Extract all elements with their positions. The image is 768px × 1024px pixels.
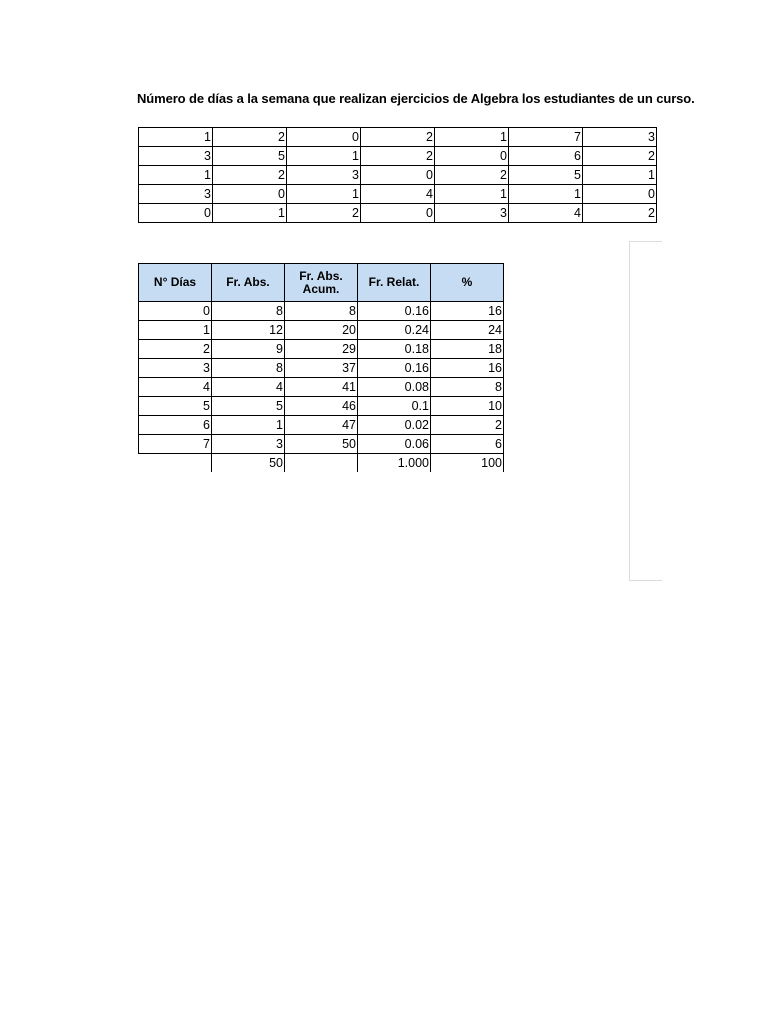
total-cell: 1.000 [358,454,431,473]
table-row [139,340,504,359]
raw-data-cell: 0 [213,185,287,204]
raw-data-cell: 2 [287,204,361,223]
table-cell: 8 [431,378,504,397]
raw-data-row [139,147,657,166]
raw-data-cell: 3 [139,147,213,166]
side-panel [629,241,662,581]
raw-data-cell: 0 [287,128,361,147]
raw-data-cell: 1 [213,204,287,223]
table-cell: 7 [139,435,212,454]
table-cell: 4 [212,378,285,397]
raw-data-cell: 4 [509,204,583,223]
table-cell: 5 [139,397,212,416]
table-row [139,321,504,340]
raw-data-cell: 0 [361,166,435,185]
column-header: % [431,264,504,302]
table-cell: 16 [431,359,504,378]
table-cell: 16 [431,302,504,321]
raw-data-cell: 2 [361,147,435,166]
table-row [139,397,504,416]
total-cell: 50 [212,454,285,473]
raw-data-cell: 0 [361,204,435,223]
table-cell: 6 [139,416,212,435]
raw-data-row [139,185,657,204]
frequency-table [138,263,504,472]
raw-data-cell: 1 [583,166,657,185]
table-cell: 0.06 [358,435,431,454]
table-cell: 1 [139,321,212,340]
table-cell: 46 [285,397,358,416]
table-cell: 2 [431,416,504,435]
raw-data-cell: 1 [435,128,509,147]
table-cell: 0.18 [358,340,431,359]
page-title: Número de días a la semana que realizan ejercicios de Algebra los estudiantes de un curso. [137,91,695,106]
table-cell: 8 [285,302,358,321]
raw-data-cell: 4 [361,185,435,204]
raw-data-cell: 1 [509,185,583,204]
raw-data-table [138,127,657,223]
raw-data-cell: 0 [139,204,213,223]
frequency-table-header-row [139,264,504,302]
raw-data-cell: 3 [435,204,509,223]
table-cell: 8 [212,302,285,321]
table-cell: 24 [431,321,504,340]
raw-data-cell: 2 [435,166,509,185]
table-cell: 6 [431,435,504,454]
table-cell: 5 [212,397,285,416]
table-cell: 0.16 [358,359,431,378]
table-row [139,302,504,321]
raw-data-cell: 1 [139,128,213,147]
raw-data-cell: 1 [287,147,361,166]
table-cell: 18 [431,340,504,359]
table-cell: 2 [139,340,212,359]
table-cell: 0.16 [358,302,431,321]
column-header: Fr. Abs. Acum. [285,264,358,302]
table-cell: 9 [212,340,285,359]
column-header: Fr. Relat. [358,264,431,302]
column-header: Fr. Abs. [212,264,285,302]
total-cell: 100 [431,454,504,473]
raw-data-cell: 2 [361,128,435,147]
table-cell: 0.1 [358,397,431,416]
table-cell: 0 [139,302,212,321]
table-cell: 10 [431,397,504,416]
raw-data-cell: 1 [139,166,213,185]
raw-data-row [139,128,657,147]
column-header: N° Días [139,264,212,302]
raw-data-row [139,166,657,185]
table-cell: 47 [285,416,358,435]
totals-row [139,454,504,473]
raw-data-cell: 0 [435,147,509,166]
table-cell: 41 [285,378,358,397]
raw-data-cell: 6 [509,147,583,166]
table-cell: 50 [285,435,358,454]
raw-data-cell: 3 [139,185,213,204]
table-cell: 1 [212,416,285,435]
table-cell: 0.08 [358,378,431,397]
raw-data-cell: 1 [435,185,509,204]
table-row [139,378,504,397]
table-cell: 29 [285,340,358,359]
raw-data-cell: 7 [509,128,583,147]
raw-data-cell: 5 [213,147,287,166]
total-cell [139,454,212,473]
table-cell: 0.02 [358,416,431,435]
table-cell: 3 [139,359,212,378]
raw-data-cell: 3 [583,128,657,147]
raw-data-cell: 2 [583,147,657,166]
table-cell: 4 [139,378,212,397]
raw-data-row [139,204,657,223]
table-row [139,416,504,435]
raw-data-cell: 5 [509,166,583,185]
table-cell: 20 [285,321,358,340]
raw-data-cell: 2 [213,166,287,185]
raw-data-cell: 2 [583,204,657,223]
raw-data-cell: 3 [287,166,361,185]
table-row [139,359,504,378]
table-cell: 37 [285,359,358,378]
table-cell: 0.24 [358,321,431,340]
table-cell: 12 [212,321,285,340]
total-cell [285,454,358,473]
raw-data-cell: 2 [213,128,287,147]
table-cell: 3 [212,435,285,454]
raw-data-cell: 0 [583,185,657,204]
raw-data-cell: 1 [287,185,361,204]
table-cell: 8 [212,359,285,378]
table-row [139,435,504,454]
